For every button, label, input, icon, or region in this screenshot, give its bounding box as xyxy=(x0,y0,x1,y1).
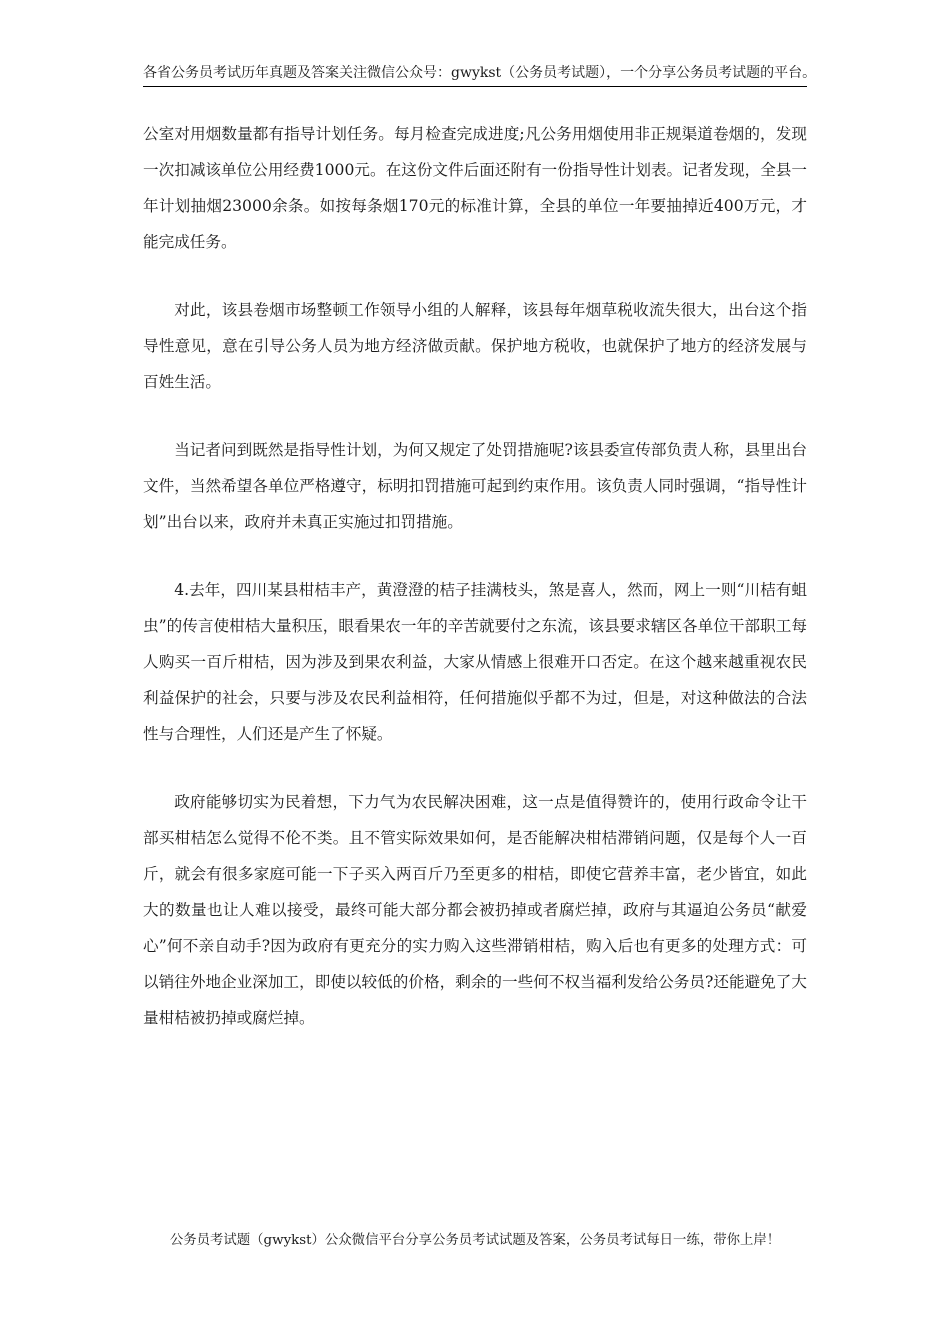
paragraph-commentary: 政府能够切实为民着想，下力气为农民解决困难，这一点是值得赞许的，使用行政命令让干部买柑桔怎么觉得不伦不类。且不管实际效果如何，是否能解决柑桔滞销问题，仅是每个人一百斤，就会有很多家庭可能一下子买入两百斤乃至更多的柑桔，即使它营养丰富，老少皆宜，如此大的数量也让人难以接受，最终可能大部分都会被扔掉或者腐烂掉，政府与其逼迫公务员“献爱心”何不亲自动手?因为政府有更充分的实力购入这些滞销柑桔，购入后也有更多的处理方式：可以销往外地企业深加工，即使以较低的价格，剩余的一些何不权当福利发给公务员?还能避免了大量柑桔被扔掉或腐烂掉。 xyxy=(143,793,807,1027)
paragraph-explanation: 对此，该县卷烟市场整顿工作领导小组的人解释，该县每年烟草税收流失很大，出台这个指导性意见，意在引导公务人员为地方经济做贡献。保护地方税收，也就保护了地方的经济发展与百姓生活。 xyxy=(143,301,807,391)
paragraph-continued: 公室对用烟数量都有指导计划任务。每月检查完成进度;凡公务用烟使用非正规渠道卷烟的，发现一次扣减该单位公用经费1000元。在这份文件后面还附有一份指导性计划表。记者发现，全县一年计划抽烟23000余条。如按每条烟170元的标准计算，全县的单位一年要抽掉近400万元，才能完成任务。 xyxy=(143,125,807,251)
page-footer: 公务员考试题（gwykst）公众微信平台分享公务员考试试题及答案，公务员考试每日一练，带你上岸！ xyxy=(169,1233,781,1248)
page-header: 各省公务员考试历年真题及答案关注微信公众号：gwykst（公务员考试题），一个分享公务员考试题的平台。 xyxy=(143,65,817,81)
document-body xyxy=(143,116,807,1068)
header-rule xyxy=(143,86,807,87)
paragraph-item-4: 4.去年，四川某县柑桔丰产，黄澄澄的桔子挂满枝头，煞是喜人，然而，网上一则“川桔有蛆虫”的传言使柑桔大量积压，眼看果农一年的辛苦就要付之东流，该县要求辖区各单位干部职工每人购买一百斤柑桔，因为涉及到果农利益，大家从情感上很难开口否定。在这个越来越重视农民利益保护的社会，只要与涉及农民利益相符，任何措施似乎都不为过，但是，对这种做法的合法性与合理性，人们还是产生了怀疑。 xyxy=(143,581,807,743)
paragraph-penalty-question: 当记者问到既然是指导性计划，为何又规定了处罚措施呢?该县委宣传部负责人称，县里出台文件，当然希望各单位严格遵守，标明扣罚措施可起到约束作用。该负责人同时强调，“指导性计划”出台以来，政府并未真正实施过扣罚措施。 xyxy=(143,441,807,531)
